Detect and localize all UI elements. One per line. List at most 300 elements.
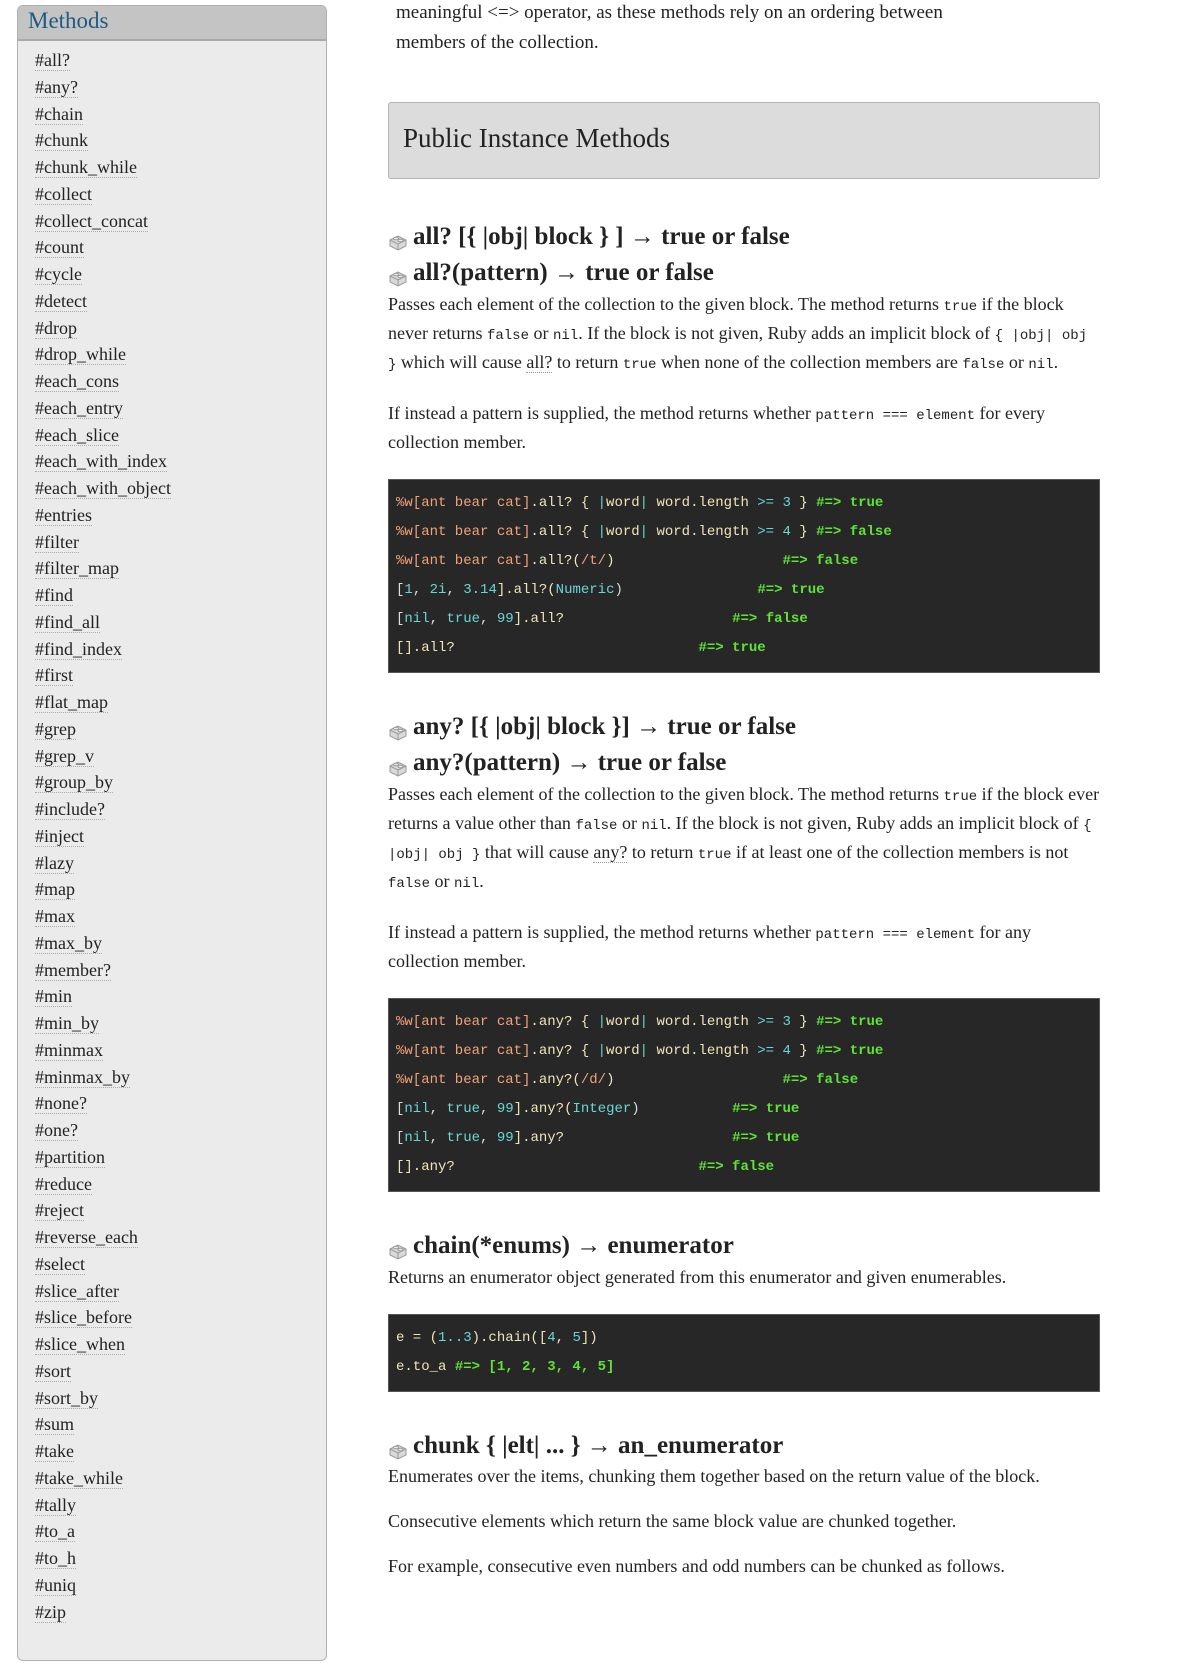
method-link[interactable]: #uniq <box>35 1574 77 1595</box>
text: if the block ever returns a value other than <box>388 784 1100 833</box>
code-token: 4 <box>547 1330 556 1346</box>
sidebar-item <box>35 796 326 823</box>
method-link[interactable]: #each_with_index <box>35 451 167 472</box>
description: Enumerates over the items, chunking them together based on the return value of the block. <box>388 1466 1040 1486</box>
sidebar-item <box>35 636 326 663</box>
inline-code: true <box>697 847 732 863</box>
code-token: %w[ant bear cat] <box>396 524 531 540</box>
code-token: .all? { <box>530 495 598 511</box>
sidebar-item <box>35 1518 326 1545</box>
code-token: .any? { <box>530 1014 598 1030</box>
sidebar-item <box>35 662 326 689</box>
description: Returns an enumerator object generated from this enumerator and given enumerables. <box>388 1267 1007 1287</box>
code-token: ]) <box>580 1330 598 1346</box>
method-link[interactable]: #include? <box>35 799 105 819</box>
text: or <box>528 323 553 343</box>
code-token: } <box>790 524 817 540</box>
code-line <box>396 1124 1092 1153</box>
text: for any collection member. <box>388 922 1032 971</box>
sidebar-item <box>35 876 326 903</box>
method-icon <box>388 1236 408 1256</box>
code-token: #=> true <box>698 640 766 656</box>
code-token: .any?( <box>530 1072 581 1088</box>
sidebar-item <box>35 1465 326 1492</box>
method-icon <box>388 263 408 283</box>
sidebar-item <box>35 983 326 1010</box>
method-link[interactable]: #sort <box>35 1360 71 1381</box>
method-link[interactable]: #lazy <box>35 852 74 873</box>
text: . If the block is not given, Ruby adds an implicit block of <box>578 323 995 343</box>
code-token: #=> [1, 2, 3, 4, 5] <box>454 1359 615 1375</box>
text: . <box>1053 352 1059 372</box>
method-link[interactable]: #slice_when <box>35 1334 125 1354</box>
text: if the block never returns <box>388 294 1064 343</box>
sidebar-item <box>35 823 326 850</box>
code-token: , <box>555 1330 573 1346</box>
text: or <box>617 813 642 833</box>
code-line <box>396 518 1092 547</box>
inline-code: true <box>943 299 978 315</box>
code-token: #=> false <box>732 611 808 627</box>
code-token: | <box>639 1014 649 1030</box>
sidebar-item <box>35 957 326 984</box>
code-token: /t/ <box>580 553 607 569</box>
code-token: #=> true <box>816 1014 884 1030</box>
method-link[interactable]: #take <box>35 1441 74 1461</box>
inline-code: nil <box>1028 357 1054 373</box>
code-token: | <box>597 495 607 511</box>
text: that will cause <box>480 842 594 862</box>
text: to return <box>627 842 698 862</box>
sidebar-item <box>35 1438 326 1465</box>
sidebar-item <box>35 1599 326 1626</box>
method-link[interactable]: #one? <box>35 1120 78 1140</box>
code-token: >= <box>757 524 775 540</box>
code-token: Integer <box>572 1101 632 1117</box>
inline-code: { |obj| obj } <box>388 328 1088 373</box>
method-link[interactable]: #reject <box>35 1200 84 1221</box>
method-signature[interactable] <box>388 745 1100 781</box>
code-token: ).chain([ <box>471 1330 548 1346</box>
code-token: e = ( <box>396 1330 439 1346</box>
code-token: #=> true <box>816 495 884 511</box>
code-token: .all?( <box>530 553 581 569</box>
sidebar-item <box>35 1385 326 1412</box>
sidebar-item <box>35 422 326 449</box>
code-token: word <box>606 495 640 511</box>
method-icon <box>388 753 408 773</box>
method-link[interactable]: #min_by <box>35 1013 100 1033</box>
method-link[interactable]: #minmax_by <box>35 1066 130 1087</box>
method-link[interactable]: #grep_v <box>35 745 94 766</box>
code-line <box>396 547 1092 576</box>
method-link[interactable]: #chunk <box>35 130 88 151</box>
text: which will cause <box>396 352 527 372</box>
code-token: ].all?( <box>496 582 556 598</box>
text: If instead a pattern is supplied, the method returns whether <box>388 403 816 423</box>
method-signature[interactable] <box>388 255 1100 291</box>
code-token: [].any? <box>396 1159 699 1175</box>
code-token: 3.14 <box>463 582 497 598</box>
code-token: /d/ <box>580 1072 607 1088</box>
code-token: true <box>446 611 481 627</box>
method-signature[interactable] <box>388 1228 1100 1264</box>
code-line <box>396 1324 1092 1353</box>
code-token: [].all? <box>396 640 699 656</box>
code-token: , <box>429 1101 447 1117</box>
method-link[interactable]: #inject <box>35 825 84 846</box>
code-token: word <box>606 1014 640 1030</box>
code-token: ) <box>631 1101 733 1117</box>
method-link[interactable]: #drop_while <box>35 344 126 365</box>
method-link[interactable]: #each_entry <box>35 397 123 418</box>
sidebar-item <box>35 154 326 181</box>
method-link[interactable]: #all? <box>35 50 70 70</box>
sidebar-item <box>35 74 326 101</box>
signature-text: any? [{ |obj| block }] → true or false <box>413 713 797 740</box>
method-link[interactable]: #detect <box>35 290 87 311</box>
method-link[interactable]: #collect <box>35 183 92 204</box>
code-token: nil <box>404 1130 430 1146</box>
sidebar-item <box>35 208 326 235</box>
sidebar-item <box>35 1358 326 1385</box>
code-token: >= <box>757 1043 775 1059</box>
sidebar-item <box>35 1090 326 1117</box>
code-example <box>388 998 1100 1192</box>
code-token: 4 <box>774 524 791 540</box>
method-link[interactable]: #filter <box>35 531 79 552</box>
method-link[interactable]: #group_by <box>35 772 113 793</box>
sidebar-item <box>35 1278 326 1305</box>
method-link[interactable]: #to_a <box>35 1521 75 1542</box>
intro-text <box>388 0 1100 58</box>
code-token: nil <box>404 611 430 627</box>
code-line <box>396 605 1092 634</box>
code-token: 1..3 <box>438 1330 472 1346</box>
method-link[interactable]: #each_slice <box>35 424 119 445</box>
sidebar-item <box>35 502 326 529</box>
sidebar-item <box>35 234 326 261</box>
sidebar-item <box>35 475 326 502</box>
code-example <box>388 1314 1100 1392</box>
code-token: %w[ant bear cat] <box>396 553 531 569</box>
code-token: 2i <box>429 582 447 598</box>
method-link[interactable]: #grep <box>35 718 76 739</box>
signature-text: any?(pattern) → true or false <box>413 749 727 776</box>
description <box>388 781 1100 897</box>
sidebar-item <box>35 1117 326 1144</box>
description: Consecutive elements which return the same block value are chunked together. <box>388 1511 957 1531</box>
code-token: #=> false <box>698 1159 775 1175</box>
signature-text: all?(pattern) → true or false <box>413 259 714 286</box>
method-link[interactable]: #count <box>35 237 84 258</box>
method-link[interactable]: #find <box>35 585 73 605</box>
text: for every collection member. <box>388 403 1045 452</box>
description <box>388 400 1100 455</box>
code-token: nil <box>404 1101 430 1117</box>
method-link[interactable]: #cycle <box>35 264 82 284</box>
code-token: ) <box>606 1072 783 1088</box>
code-token: 99 <box>496 611 514 627</box>
code-token: 3 <box>774 495 791 511</box>
code-token: 99 <box>496 1130 514 1146</box>
code-token: Numeric <box>555 582 615 598</box>
method-chain <box>388 1228 1100 1392</box>
sidebar-item <box>35 850 326 877</box>
text: or <box>430 871 455 891</box>
sidebar-item <box>35 1492 326 1519</box>
code-line <box>396 489 1092 518</box>
sidebar-item <box>35 315 326 342</box>
method-link[interactable]: #take_while <box>35 1467 123 1488</box>
method-link[interactable]: #filter_map <box>35 558 119 579</box>
code-token: | <box>597 1043 607 1059</box>
method-ref-link[interactable]: all? <box>526 352 553 372</box>
sidebar-item <box>35 555 326 582</box>
sidebar-item <box>35 368 326 395</box>
code-token: #=> true <box>732 1101 800 1117</box>
code-token: %w[ant bear cat] <box>396 1014 531 1030</box>
method-link[interactable]: #minmax <box>35 1039 103 1060</box>
code-token: | <box>639 495 649 511</box>
method-link[interactable]: #find_index <box>35 638 122 659</box>
text: If instead a pattern is supplied, the method returns whether <box>388 922 816 942</box>
sidebar-item <box>35 1411 326 1438</box>
code-token: } <box>790 1043 817 1059</box>
method-link[interactable]: #select <box>35 1253 85 1274</box>
text: if at least one of the collection members is not <box>731 842 1069 862</box>
code-token: ].any? <box>513 1130 733 1146</box>
code-token: .all? { <box>530 524 598 540</box>
code-token: [ <box>396 1101 405 1117</box>
code-token: [ <box>396 1130 405 1146</box>
code-token: | <box>639 1043 649 1059</box>
code-token: , <box>480 611 497 627</box>
code-token: | <box>597 1014 607 1030</box>
sidebar-item <box>35 395 326 422</box>
method-icon <box>388 227 408 247</box>
sidebar-item <box>35 743 326 770</box>
sidebar-item <box>35 1545 326 1572</box>
sidebar-item <box>35 716 326 743</box>
code-token: %w[ant bear cat] <box>396 1072 531 1088</box>
text: Passes each element of the collection to the given block. The method returns <box>388 294 944 314</box>
signature-text: chain(*enums) → enumerator <box>413 1232 734 1259</box>
sidebar-item <box>35 1572 326 1599</box>
sidebar-title: Methods <box>18 6 326 41</box>
sidebar-item <box>35 181 326 208</box>
inline-code: nil <box>552 328 579 344</box>
code-line <box>396 634 1092 663</box>
code-token: #=> true <box>732 1130 800 1146</box>
method-link[interactable]: #each_cons <box>35 371 119 391</box>
text: when none of the collection members are <box>656 352 963 372</box>
code-token: , <box>480 1101 497 1117</box>
code-token: word.length <box>648 1043 758 1059</box>
code-token: 4 <box>774 1043 791 1059</box>
method-signature[interactable] <box>388 219 1100 255</box>
code-token: , <box>480 1130 497 1146</box>
method-signature[interactable] <box>388 709 1100 745</box>
methods-sidebar <box>17 5 327 1661</box>
code-token: } <box>790 1014 817 1030</box>
method-link[interactable]: #none? <box>35 1093 87 1114</box>
code-token: #=> true <box>816 1043 884 1059</box>
code-token: word <box>606 524 640 540</box>
method-link[interactable]: #max <box>35 906 75 926</box>
code-token: ) <box>606 553 783 569</box>
sidebar-item <box>35 1304 326 1331</box>
code-token: 99 <box>496 1101 514 1117</box>
sidebar-item <box>35 1144 326 1171</box>
intro-line: meaningful <=> operator, as these methods rely on an ordering between <box>396 2 943 23</box>
method-link[interactable]: #min <box>35 986 73 1007</box>
method-link[interactable]: #partition <box>35 1146 105 1167</box>
inline-code: pattern === element <box>815 408 976 424</box>
method-icon <box>388 717 408 737</box>
method-link[interactable]: #chunk_while <box>35 157 137 177</box>
sidebar-item <box>35 1064 326 1091</box>
method-link[interactable]: #max_by <box>35 932 102 953</box>
code-token: true <box>446 1101 481 1117</box>
code-token: [ <box>396 582 405 598</box>
code-token: %w[ant bear cat] <box>396 495 531 511</box>
sidebar-item <box>35 930 326 957</box>
code-token: #=> true <box>757 582 825 598</box>
method-all <box>388 219 1100 673</box>
code-token: , <box>446 582 464 598</box>
method-link[interactable]: #reverse_each <box>35 1227 138 1247</box>
code-token: #=> false <box>816 524 892 540</box>
sidebar-item <box>35 1251 326 1278</box>
description: For example, consecutive even numbers and odd numbers can be chunked as follows. <box>388 1556 1005 1576</box>
code-token: >= <box>757 1014 775 1030</box>
text: Passes each element of the collection to the given block. The method returns <box>388 784 944 804</box>
sidebar-item <box>35 1010 326 1037</box>
code-line <box>396 1066 1092 1095</box>
code-line <box>396 576 1092 605</box>
code-token: [ <box>396 611 405 627</box>
text: to return <box>552 352 623 372</box>
inline-code: true <box>943 789 978 805</box>
code-token: , <box>429 611 447 627</box>
method-link[interactable]: #tally <box>35 1494 76 1515</box>
code-example <box>388 479 1100 673</box>
description <box>388 291 1100 378</box>
code-token: , <box>412 582 430 598</box>
method-link[interactable]: #sort_by <box>35 1387 98 1408</box>
sidebar-item <box>35 769 326 796</box>
sidebar-item <box>35 288 326 315</box>
method-link[interactable]: #member? <box>35 959 111 980</box>
sidebar-item <box>35 529 326 556</box>
inline-code: false <box>486 328 529 344</box>
inline-code: pattern === element <box>815 927 976 943</box>
description <box>388 919 1100 974</box>
code-token: 3 <box>774 1014 791 1030</box>
signature-text: chunk { |elt| ... } → an_enumerator <box>413 1432 784 1459</box>
method-link[interactable]: #each_with_object <box>35 478 171 498</box>
code-token: e.to_a <box>396 1359 455 1375</box>
text: or <box>1004 352 1029 372</box>
sidebar-item <box>35 127 326 154</box>
method-list <box>18 41 326 1625</box>
main-content <box>388 0 1100 1599</box>
method-link[interactable]: #collect_concat <box>35 210 148 231</box>
inline-code: false <box>388 876 431 892</box>
code-line <box>396 1153 1092 1182</box>
method-link[interactable]: #chain <box>35 103 83 124</box>
method-link[interactable]: #any? <box>35 76 78 97</box>
code-token: } <box>790 495 817 511</box>
method-link[interactable]: #slice_before <box>35 1307 132 1328</box>
sidebar-item <box>35 47 326 74</box>
sidebar-item <box>35 582 326 609</box>
method-link[interactable]: #entries <box>35 504 92 525</box>
sidebar-item <box>35 1037 326 1064</box>
code-token: >= <box>757 495 775 511</box>
sidebar-item <box>35 1197 326 1224</box>
code-token: 1 <box>404 582 413 598</box>
method-ref-link[interactable]: any? <box>593 842 628 862</box>
method-any <box>388 709 1100 1192</box>
text: . If the block is not given, Ruby adds an implicit block of <box>666 813 1084 833</box>
inline-code: true <box>622 357 657 373</box>
intro-line: members of the collection. <box>396 32 599 53</box>
code-token: ) <box>614 582 758 598</box>
code-token: , <box>429 1130 447 1146</box>
method-link[interactable]: #reduce <box>35 1173 92 1194</box>
method-link[interactable]: #drop <box>35 317 77 338</box>
sidebar-item <box>35 689 326 716</box>
code-token: | <box>639 524 649 540</box>
method-signature[interactable] <box>388 1428 1100 1464</box>
code-token: true <box>446 1130 481 1146</box>
method-link[interactable]: #zip <box>35 1601 66 1622</box>
code-token: %w[ant bear cat] <box>396 1043 531 1059</box>
code-line <box>396 1095 1092 1124</box>
code-token: ].any?( <box>513 1101 573 1117</box>
method-link[interactable]: #map <box>35 879 75 900</box>
code-token: ].all? <box>513 611 733 627</box>
method-link[interactable]: #first <box>35 665 73 686</box>
sidebar-item <box>35 101 326 128</box>
sidebar-item <box>35 1171 326 1198</box>
inline-code: false <box>962 357 1005 373</box>
section-title: Public Instance Methods <box>388 102 1100 179</box>
code-token: | <box>597 524 607 540</box>
code-token: word.length <box>648 1014 758 1030</box>
sidebar-item <box>35 1224 326 1251</box>
method-link[interactable]: #slice_after <box>35 1280 119 1301</box>
code-line <box>396 1037 1092 1066</box>
code-token: word <box>606 1043 640 1059</box>
method-link[interactable]: #flat_map <box>35 692 108 712</box>
sidebar-item <box>35 261 326 288</box>
sidebar-item <box>35 448 326 475</box>
signature-text: all? [{ |obj| block } ] → true or false <box>413 223 790 250</box>
method-icon <box>388 1436 408 1456</box>
text: . <box>479 871 484 891</box>
inline-code: false <box>575 818 618 834</box>
method-link[interactable]: #sum <box>35 1414 75 1435</box>
method-link[interactable]: #to_h <box>35 1548 77 1568</box>
code-token: #=> false <box>782 1072 859 1088</box>
sidebar-item <box>35 903 326 930</box>
code-token: 5 <box>572 1330 581 1346</box>
method-link[interactable]: #find_all <box>35 611 100 632</box>
code-token: #=> false <box>782 553 859 569</box>
